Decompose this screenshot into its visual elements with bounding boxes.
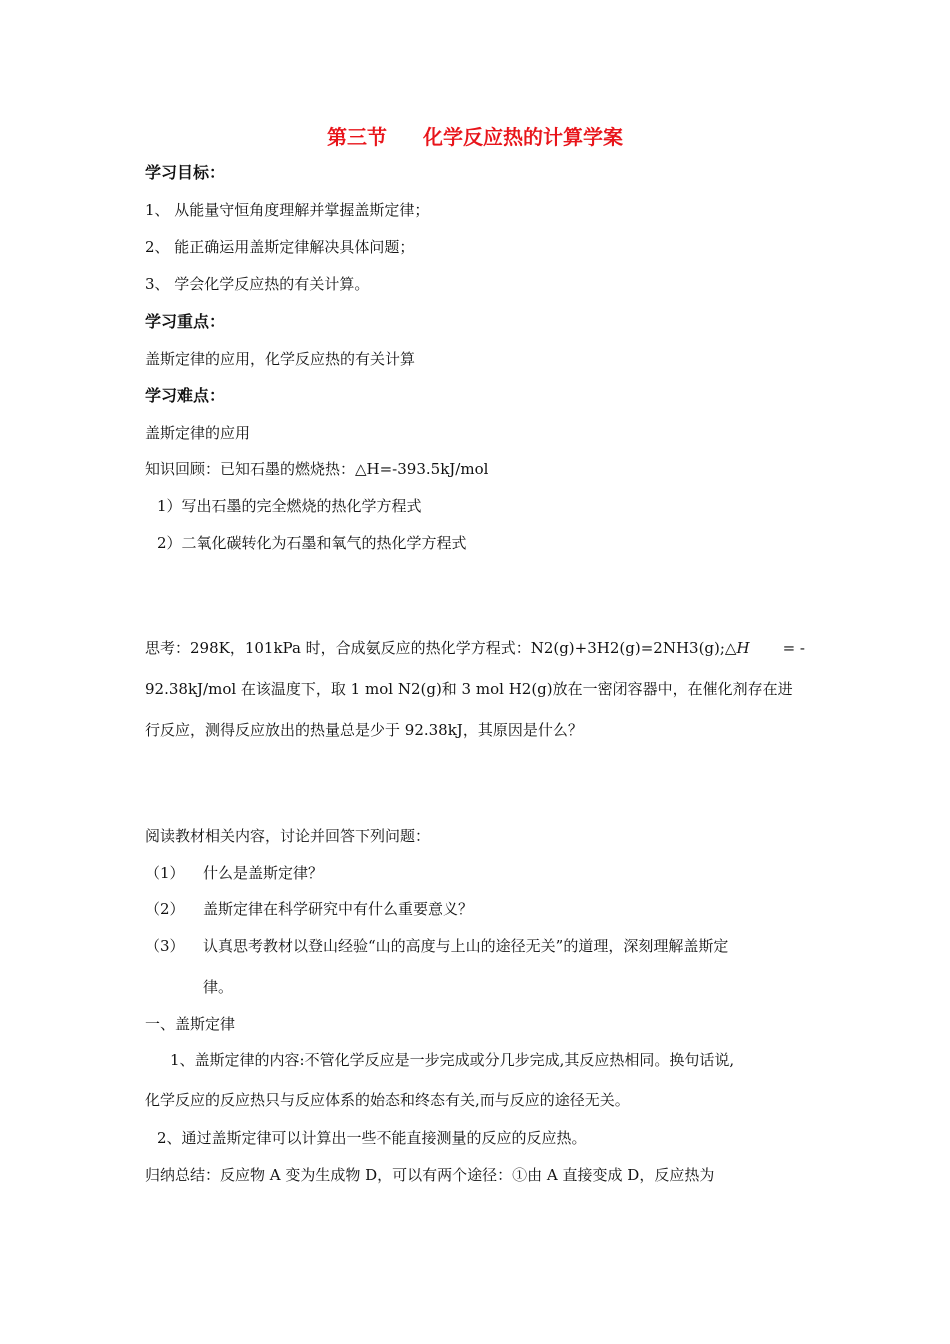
title-topic: 化学反应热的计算学案	[423, 125, 623, 149]
think-equals: = -	[782, 639, 805, 657]
think-line-1	[145, 638, 805, 658]
enthalpy-symbol: H	[736, 639, 750, 657]
difficulties-text: 盖斯定律的应用	[145, 424, 251, 442]
question-number-1: （1）	[145, 864, 185, 882]
reading-intro: 阅读教材相关内容，讨论并回答下列问题：	[145, 827, 431, 845]
section-heading-hess-law: 一、盖斯定律	[145, 1015, 236, 1033]
objectives-heading: 学习目标：	[145, 163, 226, 182]
hess-law-application: 2、通过盖斯定律可以计算出一些不能直接测量的反应的反应热。	[157, 1129, 587, 1147]
summary-line: 归纳总结：反应物 A 变为生成物 D，可以有两个途径：①由 A 直接变成 D，反应热为	[145, 1166, 715, 1184]
difficulties-heading: 学习难点：	[145, 386, 226, 405]
question-number-2: （2）	[145, 900, 185, 918]
objective-item-2: 2、 能正确运用盖斯定律解决具体问题；	[145, 238, 415, 256]
question-text-3: 认真思考教材以登山经验“山的高度与上山的途径无关”的道理，深刻理解盖斯定	[203, 937, 729, 955]
hess-law-content-line-2: 化学反应的反应热只与反应体系的始态和终态有关,而与反应的途径无关。	[145, 1091, 630, 1109]
objective-item-3: 3、 学会化学反应热的有关计算。	[145, 275, 370, 293]
question-number-3: （3）	[145, 937, 185, 955]
page-title	[0, 124, 950, 150]
hess-law-content-line-1: 1、盖斯定律的内容:不管化学反应是一步完成或分几步完成,其反应热相同。换句话说,	[170, 1051, 735, 1069]
question-text-3-continued: 律。	[203, 978, 234, 996]
review-question-2: 2）二氧化碳转化为石墨和氧气的热化学方程式	[157, 534, 467, 552]
key-points-heading: 学习重点：	[145, 312, 226, 331]
think-equation: 思考：298K，101kPa 时，合成氨反应的热化学方程式：N2(g)+3H2(g)=2NH3(g);△	[145, 639, 737, 657]
key-points-text: 盖斯定律的应用，化学反应热的有关计算	[145, 350, 416, 368]
question-text-1: 什么是盖斯定律？	[203, 864, 324, 882]
think-line-3: 行反应，测得反应放出的热量总是少于 92.38kJ，其原因是什么？	[145, 721, 583, 739]
question-text-2: 盖斯定律在科学研究中有什么重要意义？	[203, 900, 474, 918]
title-section-number: 第三节	[327, 125, 387, 149]
think-line-2: 92.38kJ/mol 在该温度下，取 1 mol N2(g)和 3 mol H2(g)放在一密闭容器中，在催化剂存在进	[145, 680, 793, 698]
review-question-1: 1）写出石墨的完全燃烧的热化学方程式	[157, 497, 422, 515]
review-line: 知识回顾：已知石墨的燃烧热：△H=-393.5kJ/mol	[145, 460, 489, 478]
objective-item-1: 1、 从能量守恒角度理解并掌握盖斯定律；	[145, 201, 430, 219]
